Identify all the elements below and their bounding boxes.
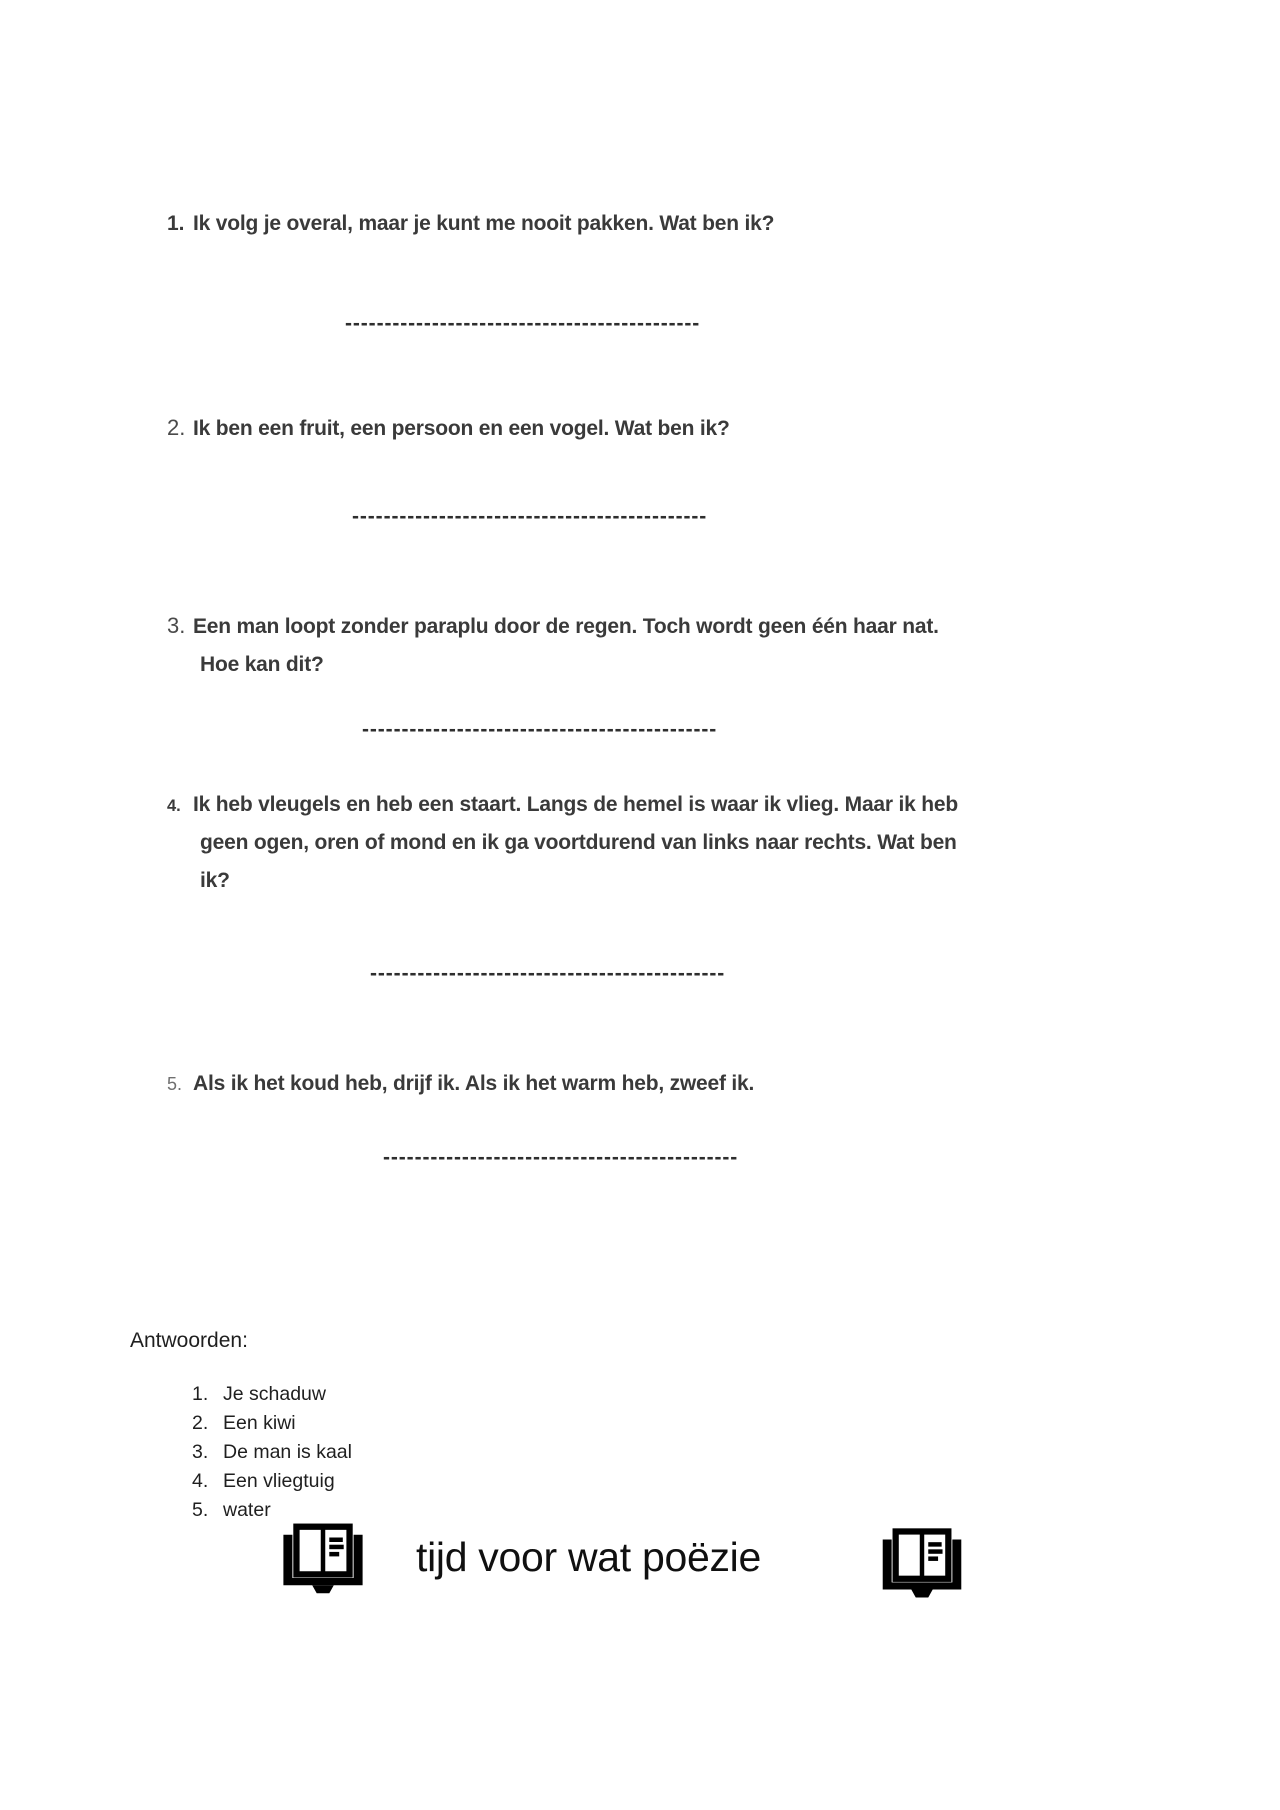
answer-text: Een kiwi [223, 1412, 296, 1434]
answer-blank-line-1: --------------------------------------------- [345, 312, 701, 335]
answer-text: De man is kaal [223, 1441, 352, 1463]
answer-text: Je schaduw [223, 1383, 326, 1405]
riddle-question-1 [167, 205, 1157, 243]
answer-number: 3. [192, 1441, 209, 1463]
answer-item-2 [192, 1409, 352, 1438]
open-book-icon [278, 1522, 368, 1603]
answer-number: 1. [192, 1383, 209, 1405]
answer-text: water [223, 1499, 271, 1521]
riddle-question-3 [167, 608, 1157, 684]
question-text: Als ik het koud heb, drijf ik. Als ik het warm heb, zweef ik. [193, 1072, 755, 1095]
answer-blank-line-2: --------------------------------------------- [352, 505, 708, 528]
question-text: Ik ben een fruit, een persoon en een vogel. Wat ben ik? [193, 417, 730, 440]
question-number: 1. [167, 212, 185, 235]
answers-list [192, 1380, 352, 1525]
riddle-question-2 [167, 410, 1157, 448]
answer-blank-line-5: --------------------------------------------- [383, 1146, 739, 1169]
answer-item-5 [192, 1496, 352, 1525]
riddle-question-5 [167, 1065, 1157, 1103]
question-text: Ik volg je overal, maar je kunt me nooit pakken. Wat ben ik? [193, 212, 775, 235]
question-text: Ik heb vleugels en heb een staart. Langs de hemel is waar ik vlieg. Maar ik heb geen ogen, oren of mond en ik ga voortdurend van links naar rechts. Wat ben ik? [193, 793, 958, 892]
answer-item-1 [192, 1380, 352, 1409]
answer-item-4 [192, 1467, 352, 1496]
open-book-icon [876, 1527, 968, 1607]
answer-number: 5. [192, 1499, 209, 1521]
answer-text: Een vliegtuig [223, 1470, 335, 1492]
answer-blank-line-4: --------------------------------------------- [370, 962, 726, 985]
answer-item-3 [192, 1438, 352, 1467]
answers-heading: Antwoorden: [130, 1329, 248, 1352]
question-number: 4. [167, 797, 181, 815]
question-number: 5. [167, 1074, 183, 1094]
answer-number: 2. [192, 1412, 209, 1434]
answer-blank-line-3: --------------------------------------------- [362, 718, 718, 741]
answer-number: 4. [192, 1470, 209, 1492]
question-number: 2. [167, 415, 186, 440]
footer-title: tijd voor wat poëzie [416, 1534, 761, 1580]
question-text: Een man loopt zonder paraplu door de regen. Toch wordt geen één haar nat. Hoe kan dit? [193, 615, 939, 676]
question-number: 3. [167, 613, 186, 638]
riddle-question-4 [167, 786, 1157, 900]
